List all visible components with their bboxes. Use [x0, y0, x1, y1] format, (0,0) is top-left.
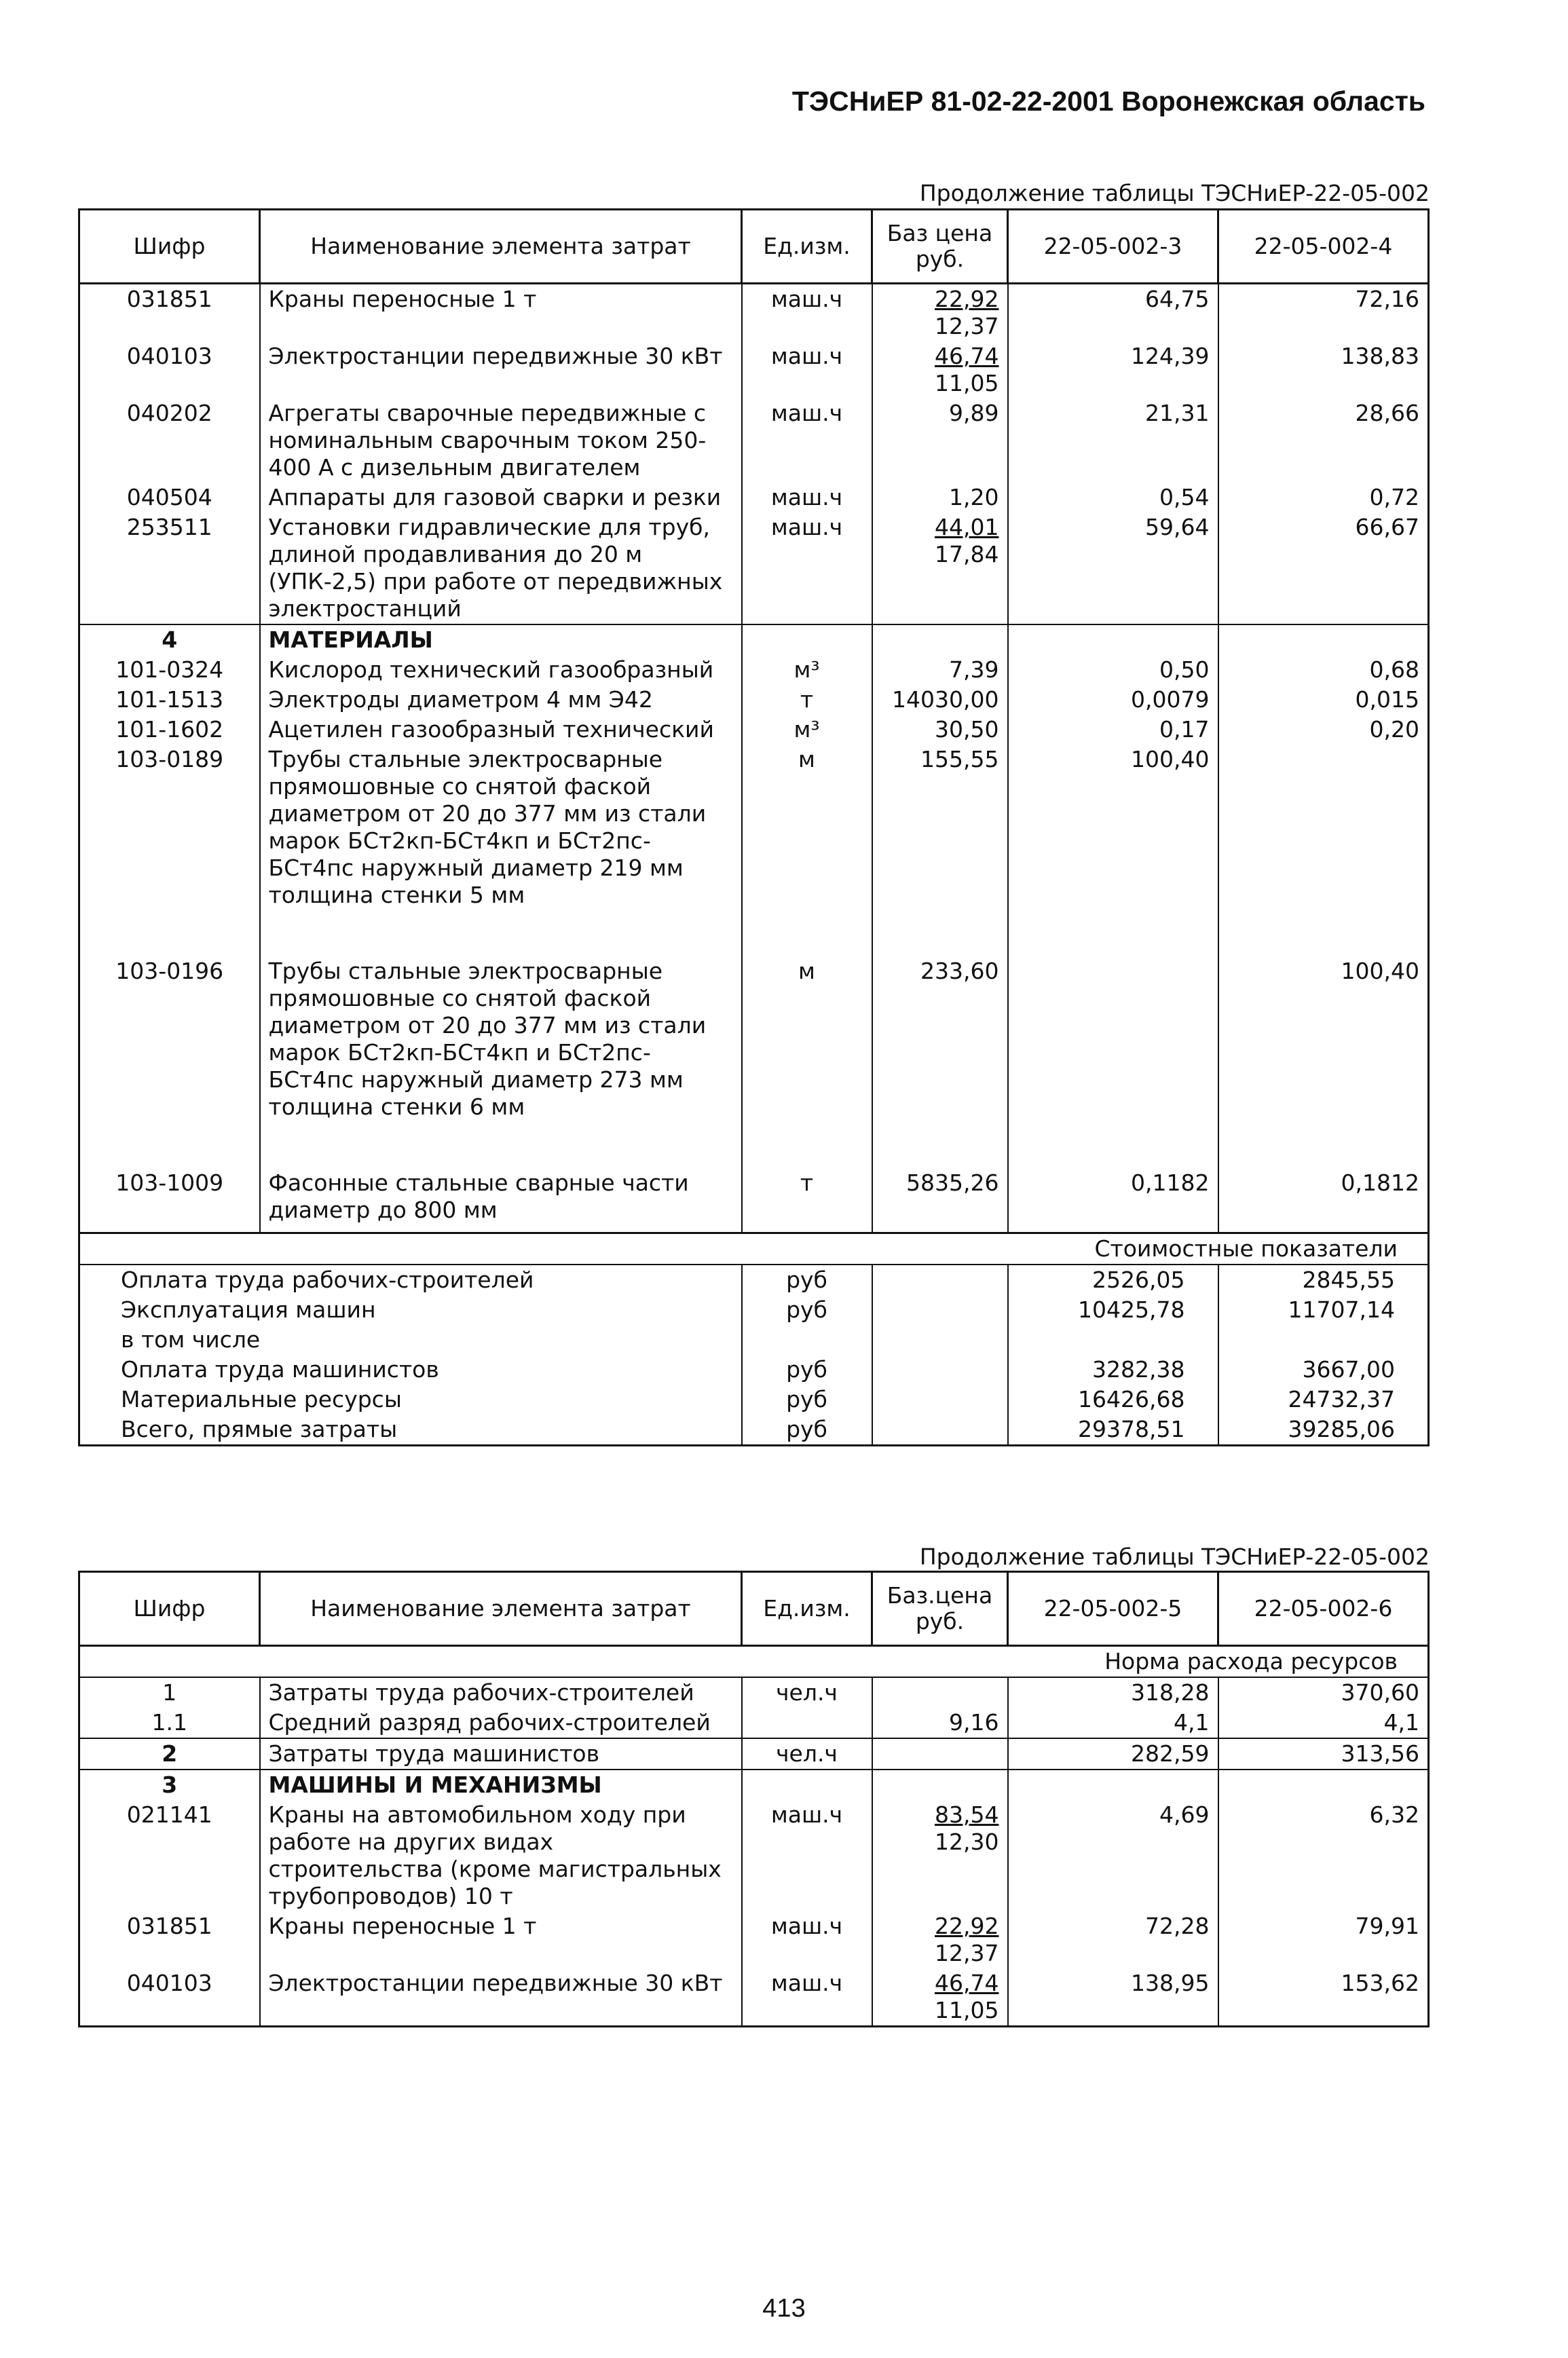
- section-code: 4: [79, 624, 260, 655]
- row-code: 101-1513: [115, 686, 224, 713]
- wage-price: 11,05: [935, 1997, 999, 2023]
- norm-title-row: [79, 1646, 1429, 1678]
- page-header: ТЭСНиЕР 81-02-22-2001 Воронежская область: [791, 86, 1425, 117]
- row-code: 101-1602: [115, 716, 224, 743]
- cost-row: [79, 1265, 1429, 1295]
- col-unit-header: Ед.изм.: [742, 1572, 872, 1646]
- row-price: [872, 341, 1008, 398]
- wage-price: 11,05: [935, 370, 999, 396]
- cost-label: Всего, прямые затраты: [121, 1416, 398, 1442]
- row-value-6: 313,56: [1218, 1738, 1429, 1770]
- row-code: 103-0189: [115, 746, 224, 772]
- cost-unit: руб: [742, 1385, 872, 1415]
- row-value-6: 370,60: [1218, 1677, 1429, 1708]
- row-value-3: 0,0079: [1131, 686, 1210, 713]
- row-value-4: 0,1812: [1218, 1168, 1429, 1233]
- row-name: Затраты труда рабочих-строителей: [260, 1677, 742, 1708]
- cost-value-3: 16426,68: [1078, 1386, 1185, 1412]
- row-value-4: [1218, 745, 1429, 956]
- table-row: [79, 1168, 1429, 1233]
- cost-label: Оплата труда машинистов: [121, 1356, 439, 1383]
- row-code: 103-0196: [115, 958, 224, 984]
- col-name-header: Наименование элемента затрат: [260, 1572, 742, 1646]
- row-unit: маш.ч: [770, 1970, 843, 1996]
- cost-value-3: 3282,38: [1092, 1356, 1185, 1383]
- table-row: [79, 483, 1429, 512]
- cost-value-3: 10425,78: [1078, 1296, 1185, 1323]
- cost-value-4: [1218, 1325, 1429, 1355]
- resource-table-1: [78, 208, 1430, 1446]
- resource-table-2: [78, 1571, 1430, 2027]
- cost-value-4: 39285,06: [1218, 1415, 1429, 1446]
- table-header-row: [79, 210, 1429, 284]
- base-price: 46,74: [935, 1970, 999, 1996]
- row-name: Кислород технический газообразный: [260, 655, 742, 685]
- table-row: [79, 1677, 1429, 1708]
- row-price: 14030,00: [872, 685, 1008, 715]
- row-value-6: 6,32: [1218, 1800, 1429, 1911]
- row-code: 021141: [126, 1801, 212, 1828]
- page-number: 413: [762, 2294, 806, 2323]
- table-header-row: [79, 1572, 1429, 1646]
- row-price: 7,39: [872, 655, 1008, 685]
- row-code: 101-0324: [115, 656, 224, 683]
- base-price: 83,54: [935, 1801, 999, 1828]
- row-value-5: 138,95: [1131, 1970, 1210, 1996]
- row-value-6: 4,1: [1218, 1708, 1429, 1738]
- col-price-header: Баз цена руб.: [872, 210, 1008, 284]
- row-price: 5835,26: [872, 1168, 1008, 1233]
- cost-label: Эксплуатация машин: [121, 1296, 376, 1323]
- row-code: 1: [162, 1679, 177, 1706]
- table-row: [79, 284, 1429, 342]
- row-price: 9,16: [872, 1708, 1008, 1738]
- cost-unit: руб: [742, 1295, 872, 1325]
- col-22-05-002-5-header: 22-05-002-5: [1008, 1572, 1218, 1646]
- row-value-4: 66,67: [1218, 512, 1429, 624]
- row-unit: маш.ч: [770, 400, 843, 426]
- row-value-4: 138,83: [1218, 341, 1429, 398]
- row-code: 031851: [126, 1913, 212, 1939]
- row-price: 1,20: [872, 483, 1008, 512]
- row-value-3: 124,39: [1131, 343, 1210, 369]
- cost-label: в том числе: [121, 1326, 261, 1353]
- row-value-6: 79,91: [1218, 1911, 1429, 1968]
- base-price: 22,92: [935, 1913, 999, 1939]
- row-name: Краны на автомобильном ходу при работе на других видах строительства (кроме магистральных трубопроводов) 10 т: [260, 1800, 742, 1911]
- row-name: Установки гидравлические для труб, длиной продавливания до 20 м (УПК-2,5) при работе от передвижных электростанций: [260, 512, 742, 624]
- section-row-materials: [79, 624, 1429, 655]
- row-value-3: 0,50: [1159, 656, 1210, 683]
- row-name: Затраты труда машинистов: [260, 1738, 742, 1770]
- row-price: 9,89: [872, 398, 1008, 483]
- col-name-header: Наименование элемента затрат: [260, 210, 742, 284]
- row-price: 30,50: [872, 715, 1008, 745]
- table-row: [79, 341, 1429, 398]
- row-unit: м: [798, 958, 815, 984]
- cost-indicators-title-row: [79, 1233, 1429, 1265]
- norm-title: Норма расхода ресурсов: [79, 1646, 1429, 1678]
- table-row: [79, 1911, 1429, 1968]
- cost-row: [79, 1325, 1429, 1355]
- cost-row: [79, 1415, 1429, 1446]
- row-price: [872, 1911, 1008, 1968]
- base-price: 46,74: [935, 343, 999, 369]
- cost-value-4: 24732,37: [1218, 1385, 1429, 1415]
- row-unit: маш.ч: [770, 514, 843, 540]
- row-unit: маш.ч: [770, 286, 843, 312]
- row-unit: маш.ч: [770, 1801, 843, 1828]
- row-value-3: 0,1182: [1131, 1169, 1210, 1196]
- row-name: Аппараты для газовой сварки и резки: [260, 483, 742, 512]
- cost-unit: руб: [742, 1265, 872, 1295]
- table-row: [79, 715, 1429, 745]
- row-price: [872, 1738, 1008, 1770]
- row-value-6: 153,62: [1218, 1968, 1429, 2027]
- row-price: [872, 284, 1008, 342]
- row-code: 2: [79, 1738, 260, 1770]
- row-unit: [742, 1708, 872, 1738]
- row-unit: м³: [794, 716, 820, 743]
- row-name: Трубы стальные электросварные прямошовные со снятой фаской диаметром от 20 до 377 мм из стали марок БСт2кп-БСт4кп и БСт2пс-БСт4пс наружный диаметр 273 мм толщина стенки 6 мм: [260, 956, 742, 1168]
- row-code: 040103: [126, 1970, 212, 1996]
- cost-value-4: 3667,00: [1218, 1355, 1429, 1385]
- col-code-header: Шифр: [79, 1572, 260, 1646]
- table-row: [79, 1708, 1429, 1738]
- base-price: 44,01: [935, 514, 999, 540]
- col-unit-header: Ед.изм.: [742, 210, 872, 284]
- row-name: Краны переносные 1 т: [260, 284, 742, 342]
- row-unit: чел.ч: [776, 1679, 838, 1706]
- cost-value-3: 29378,51: [1078, 1416, 1185, 1442]
- cost-unit: руб: [742, 1415, 872, 1446]
- cost-value-4: 2845,55: [1218, 1265, 1429, 1295]
- row-name: Ацетилен газообразный технический: [260, 715, 742, 745]
- row-value-4: 0,20: [1218, 715, 1429, 745]
- row-value-5: 72,28: [1145, 1913, 1210, 1939]
- row-value-3: [1008, 956, 1218, 1168]
- row-unit: т: [800, 1169, 814, 1196]
- col-price-header: Баз.цена руб.: [872, 1572, 1008, 1646]
- cost-unit: руб: [742, 1355, 872, 1385]
- wage-price: 12,37: [935, 1940, 999, 1966]
- table-row: [79, 1968, 1429, 2027]
- row-name: Электростанции передвижные 30 кВт: [260, 1968, 742, 2027]
- cost-row: [79, 1385, 1429, 1415]
- row-unit: м³: [794, 656, 820, 683]
- row-value-4: 0,015: [1218, 685, 1429, 715]
- row-unit: маш.ч: [770, 343, 843, 369]
- row-name: Средний разряд рабочих-строителей: [260, 1708, 742, 1738]
- row-code: 103-1009: [115, 1169, 224, 1196]
- section-title: МАШИНЫ И МЕХАНИЗМЫ: [260, 1770, 742, 1800]
- row-name: Трубы стальные электросварные прямошовные со снятой фаской диаметром от 20 до 377 мм из стали марок БСт2кп-БСт4кп и БСт2пс-БСт4пс наружный диаметр 219 мм толщина стенки 5 мм: [260, 745, 742, 956]
- row-unit: маш.ч: [770, 1913, 843, 1939]
- row-code: 031851: [126, 286, 212, 312]
- table-row: [79, 745, 1429, 956]
- row-price: 233,60: [872, 956, 1008, 1168]
- row-code: 1.1: [151, 1709, 187, 1736]
- wage-price: 12,37: [935, 313, 999, 339]
- cost-label: Материальные ресурсы: [121, 1386, 402, 1412]
- row-price: [872, 1800, 1008, 1911]
- row-price: [872, 512, 1008, 624]
- row-code: 040504: [126, 484, 212, 510]
- wage-price: 17,84: [935, 541, 999, 567]
- cost-unit: [742, 1325, 872, 1355]
- row-value-5: 282,59: [1008, 1738, 1218, 1770]
- table-caption: Продолжение таблицы ТЭСНиЕР-22-05-002: [919, 180, 1430, 206]
- table-row: [79, 1738, 1429, 1770]
- row-unit: т: [800, 686, 814, 713]
- row-name: Электроды диаметром 4 мм Э42: [260, 685, 742, 715]
- cost-value-3: [1008, 1325, 1218, 1355]
- row-code: 040202: [126, 400, 212, 426]
- section-title: МАТЕРИАЛЫ: [260, 624, 742, 655]
- row-value-3: 0,54: [1159, 484, 1210, 510]
- row-value-3: 64,75: [1145, 286, 1210, 312]
- col-22-05-002-6-header: 22-05-002-6: [1218, 1572, 1429, 1646]
- row-name: Электростанции передвижные 30 кВт: [260, 341, 742, 398]
- row-value-5: 318,28: [1131, 1679, 1210, 1706]
- cost-label: Оплата труда рабочих-строителей: [121, 1267, 534, 1293]
- table-row: [79, 512, 1429, 624]
- table-row: [79, 655, 1429, 685]
- row-value-3: 21,31: [1145, 400, 1210, 426]
- cost-value-4: 11707,14: [1218, 1295, 1429, 1325]
- row-value-3: 0,17: [1159, 716, 1210, 743]
- row-value-4: 0,72: [1218, 483, 1429, 512]
- row-value-3: 100,40: [1131, 746, 1210, 772]
- table-caption: Продолжение таблицы ТЭСНиЕР-22-05-002: [919, 1543, 1430, 1570]
- cost-indicators-title: Стоимостные показатели: [79, 1233, 1429, 1265]
- row-unit: м: [798, 746, 815, 772]
- base-price: 22,92: [935, 286, 999, 312]
- section-code: 3: [79, 1770, 260, 1800]
- col-22-05-002-3-header: 22-05-002-3: [1008, 210, 1218, 284]
- row-price: [872, 1968, 1008, 2027]
- row-value-5: 4,69: [1159, 1801, 1210, 1828]
- table-row: [79, 398, 1429, 483]
- table-row: [79, 1800, 1429, 1911]
- row-value-5: 4,1: [1174, 1709, 1210, 1736]
- col-22-05-002-4-header: 22-05-002-4: [1218, 210, 1429, 284]
- col-code-header: Шифр: [79, 210, 260, 284]
- row-code: 040103: [126, 343, 212, 369]
- row-unit: маш.ч: [770, 484, 843, 510]
- row-name: Агрегаты сварочные передвижные с номинальным сварочным током 250-400 А с дизельным двигателем: [260, 398, 742, 483]
- cost-row: [79, 1295, 1429, 1325]
- table-row: [79, 956, 1429, 1168]
- row-value-4: 100,40: [1218, 956, 1429, 1168]
- row-price: 155,55: [872, 745, 1008, 956]
- row-value-4: 28,66: [1218, 398, 1429, 483]
- table-row: [79, 685, 1429, 715]
- cost-row: [79, 1355, 1429, 1385]
- row-name: Краны переносные 1 т: [260, 1911, 742, 1968]
- cost-value-3: 2526,05: [1092, 1267, 1185, 1293]
- row-name: Фасонные стальные сварные части диаметр до 800 мм: [260, 1168, 742, 1233]
- row-code: 253511: [126, 514, 212, 540]
- row-value-4: 72,16: [1218, 284, 1429, 342]
- wage-price: 12,30: [935, 1829, 999, 1855]
- row-value-3: 59,64: [1145, 514, 1210, 540]
- row-value-4: 0,68: [1218, 655, 1429, 685]
- row-price: [872, 1677, 1008, 1708]
- row-unit: чел.ч: [742, 1738, 872, 1770]
- section-row-machines: [79, 1770, 1429, 1800]
